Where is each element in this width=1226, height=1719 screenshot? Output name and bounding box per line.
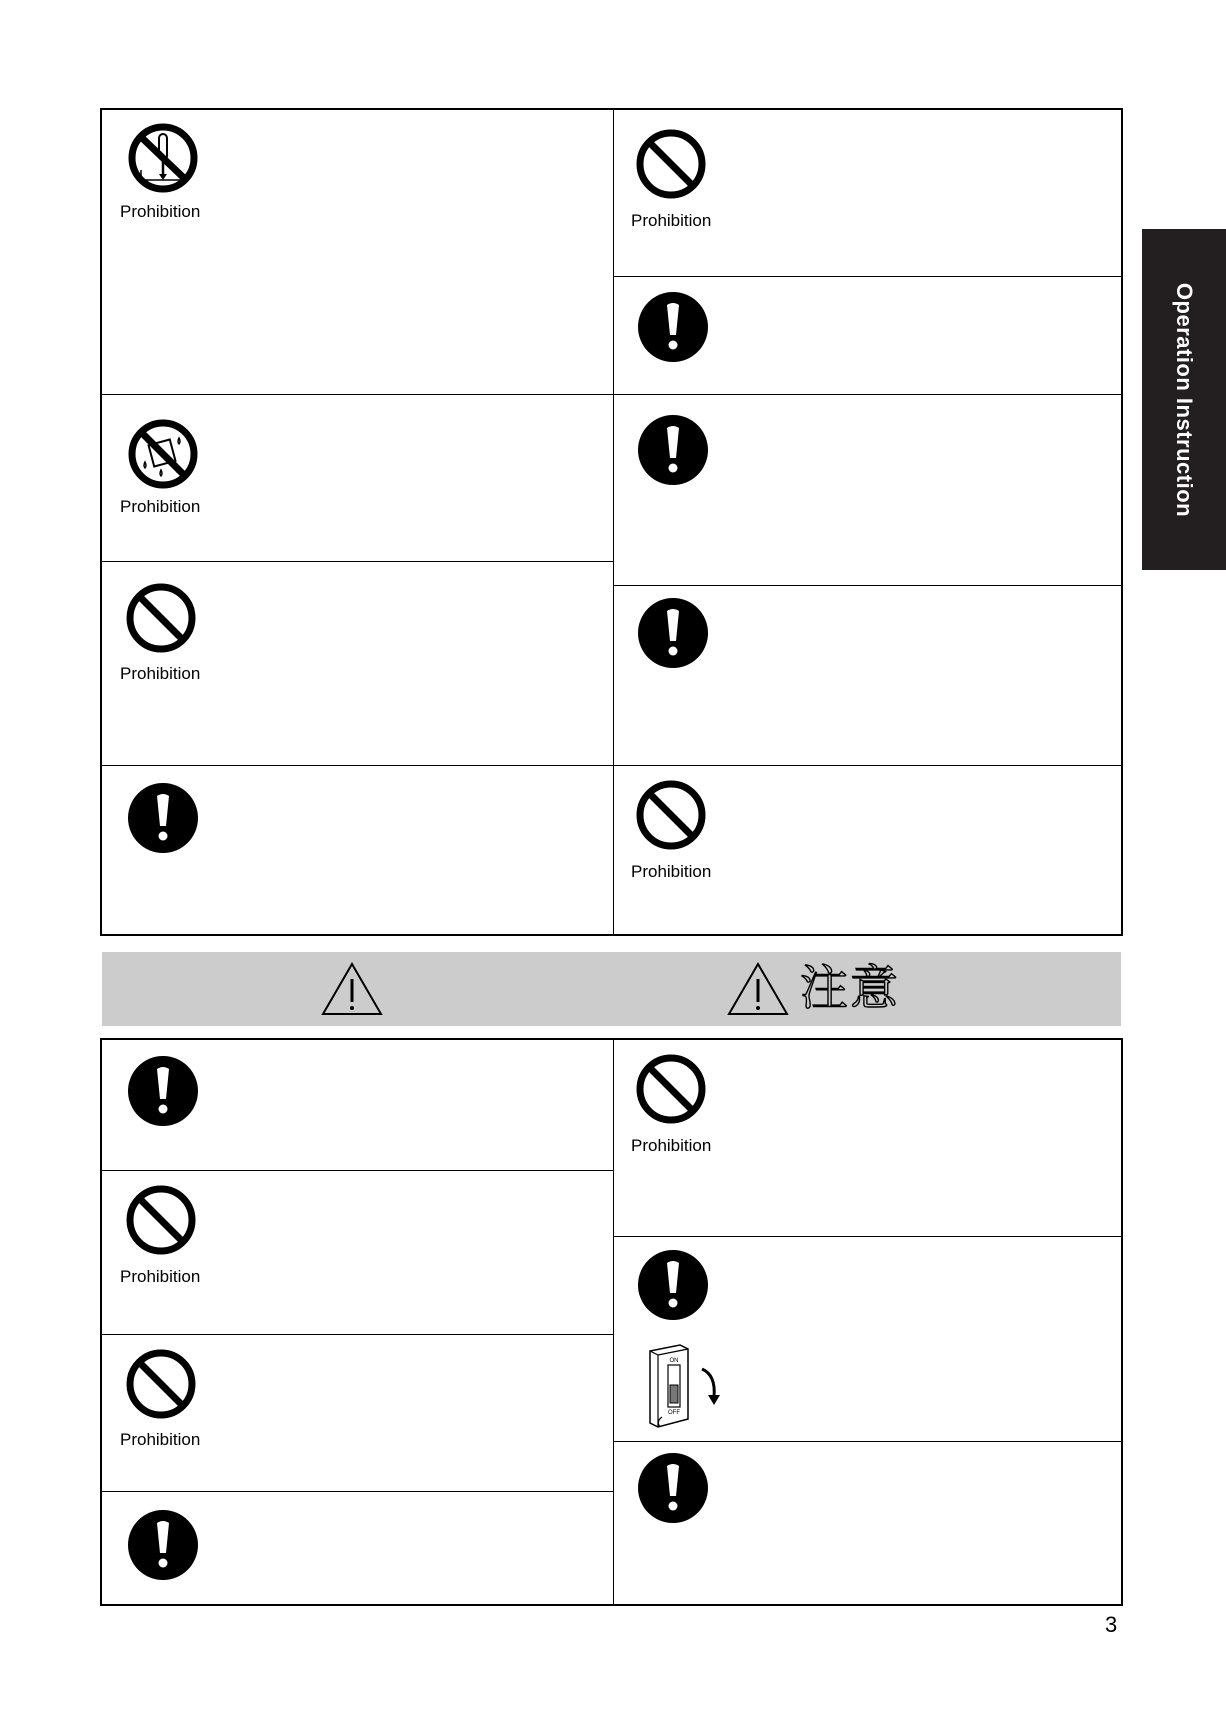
row-divider <box>101 765 1122 766</box>
row-divider <box>101 561 613 562</box>
mandatory-action-icon <box>127 782 199 854</box>
svg-text:OFF: OFF <box>668 1410 680 1416</box>
row-divider <box>614 1441 1122 1442</box>
mandatory-action-icon <box>637 1249 709 1321</box>
mandatory-action-icon <box>637 414 709 486</box>
power-switch-off-illustration <box>640 1341 734 1433</box>
prohibition-icon <box>125 1348 197 1420</box>
caution-triangle-icon <box>321 962 383 1016</box>
prohibition-label: Prohibition <box>120 664 201 683</box>
prohibition-icon <box>635 1053 707 1125</box>
prohibition-label: Prohibition <box>631 862 712 881</box>
prohibition-label: Prohibition <box>120 1267 201 1286</box>
row-divider <box>614 1236 1122 1237</box>
mandatory-action-icon <box>127 1055 199 1127</box>
mandatory-action-icon <box>127 1509 199 1581</box>
mandatory-action-icon <box>637 291 709 363</box>
page-number: 3 <box>1105 1612 1118 1637</box>
row-divider <box>101 1334 613 1335</box>
svg-text:ON: ON <box>669 1358 679 1364</box>
caution-banner <box>102 952 1121 1026</box>
prohibition-label: Prohibition <box>631 1136 712 1155</box>
row-divider <box>101 394 1122 395</box>
prohibition-label: Prohibition <box>120 1430 201 1449</box>
section-tab-label: Operation Instruction <box>1172 282 1197 518</box>
warning-table <box>100 108 1123 936</box>
caution-title: 注意 <box>800 960 901 1016</box>
prohibition-label: Prohibition <box>120 202 201 221</box>
disassembly-prohibited-icon <box>127 122 199 194</box>
prohibition-icon <box>635 128 707 200</box>
mandatory-action-icon <box>637 1452 709 1524</box>
prohibition-label: Prohibition <box>120 497 201 516</box>
prohibition-icon <box>635 779 707 851</box>
caution-triangle-icon <box>727 962 789 1016</box>
mandatory-action-icon <box>637 597 709 669</box>
prohibition-label: Prohibition <box>631 211 712 230</box>
row-divider <box>614 585 1122 586</box>
column-divider <box>613 1039 614 1605</box>
water-prohibited-icon <box>127 418 199 490</box>
caution-table <box>100 1038 1123 1606</box>
prohibition-icon <box>125 1184 197 1256</box>
row-divider <box>101 1491 613 1492</box>
prohibition-icon <box>125 582 197 654</box>
column-divider <box>613 109 614 935</box>
row-divider <box>101 1170 613 1171</box>
row-divider <box>614 276 1122 277</box>
